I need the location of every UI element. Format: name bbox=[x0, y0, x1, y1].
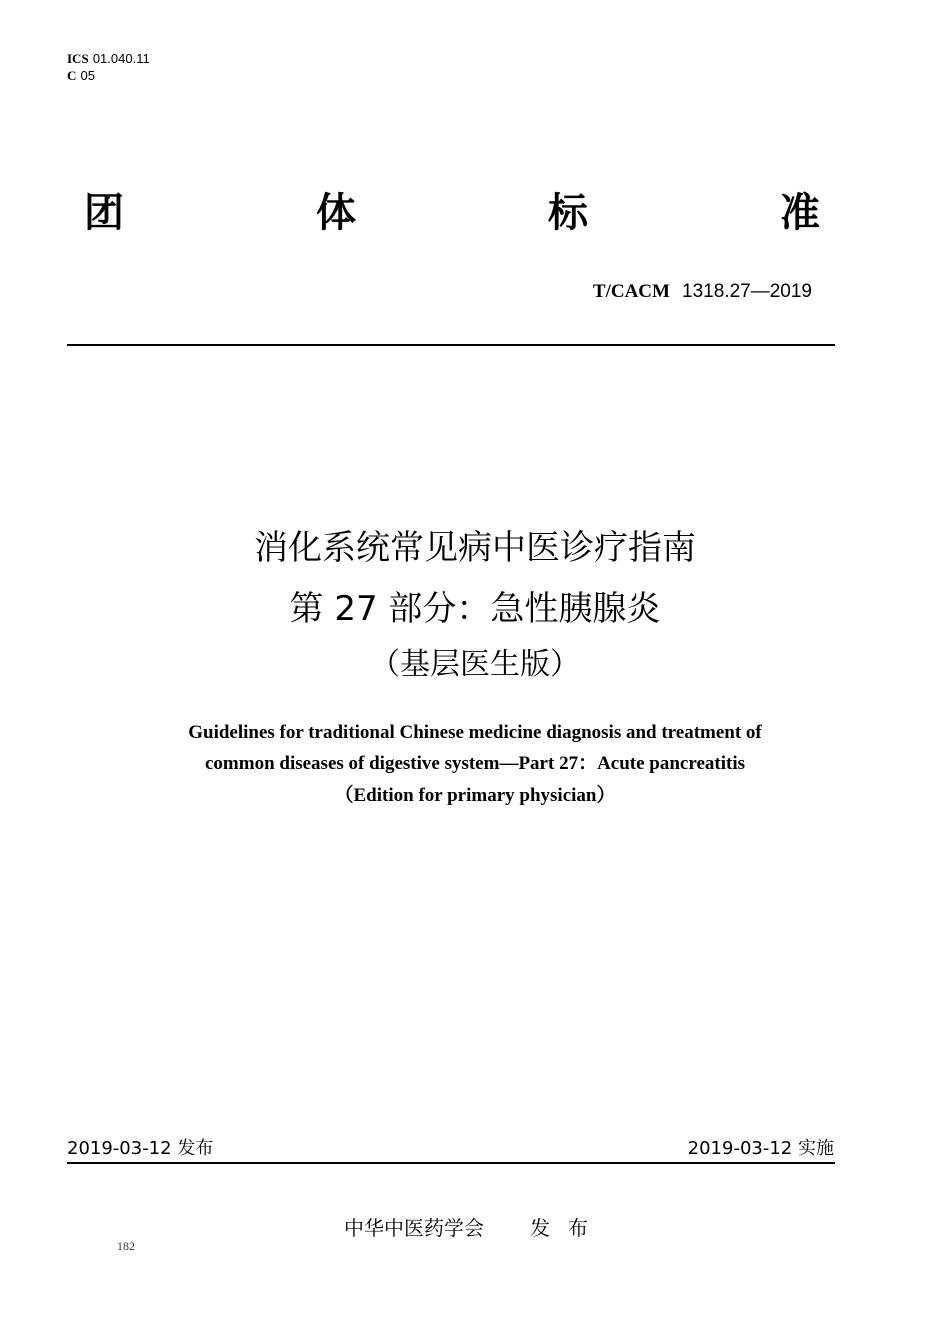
classification-codes bbox=[67, 51, 150, 85]
ics-code bbox=[67, 51, 150, 68]
ics-label: ICS bbox=[67, 51, 89, 66]
publisher-line bbox=[0, 1214, 950, 1242]
title-cn-line-3: （基层医生版） bbox=[370, 647, 580, 682]
standard-type-char: 团 bbox=[84, 190, 124, 236]
title-en-line-1: Guidelines for traditional Chinese medicine diagnosis and treatment of bbox=[188, 722, 762, 743]
publisher-name: 中华中医药学会 bbox=[344, 1216, 484, 1240]
ccs-value: 05 bbox=[80, 68, 95, 83]
standard-type-char: 标 bbox=[548, 190, 588, 236]
title-cn-line-2: 第 27 部分：急性胰腺炎 bbox=[289, 589, 661, 629]
standard-type-heading bbox=[84, 185, 820, 241]
bottom-divider bbox=[67, 1162, 835, 1164]
standard-code bbox=[0, 279, 812, 304]
standard-type-char: 准 bbox=[780, 190, 820, 236]
standard-type-char: 体 bbox=[316, 190, 356, 236]
standard-code-number: 1318.27—2019 bbox=[682, 281, 812, 302]
implement-date: 2019-03-12 实施 bbox=[687, 1138, 834, 1159]
standard-code-prefix: T/CACM bbox=[592, 281, 670, 302]
title-en-line-2: common diseases of digestive system—Part 27：Acute pancreatitis bbox=[204, 753, 745, 774]
page-number: 182 bbox=[117, 1239, 135, 1253]
title-en-line-3: （Edition for primary physician） bbox=[334, 785, 616, 806]
publish-date: 2019-03-12 发布 bbox=[67, 1138, 214, 1159]
ccs-code bbox=[67, 68, 150, 85]
title-cn-line-1: 消化系统常见病中医诊疗指南 bbox=[254, 528, 696, 568]
ics-value: 01.040.11 bbox=[92, 51, 150, 66]
ccs-label: C bbox=[67, 68, 77, 83]
top-divider bbox=[67, 344, 835, 346]
publisher-action: 发布 bbox=[530, 1216, 606, 1240]
